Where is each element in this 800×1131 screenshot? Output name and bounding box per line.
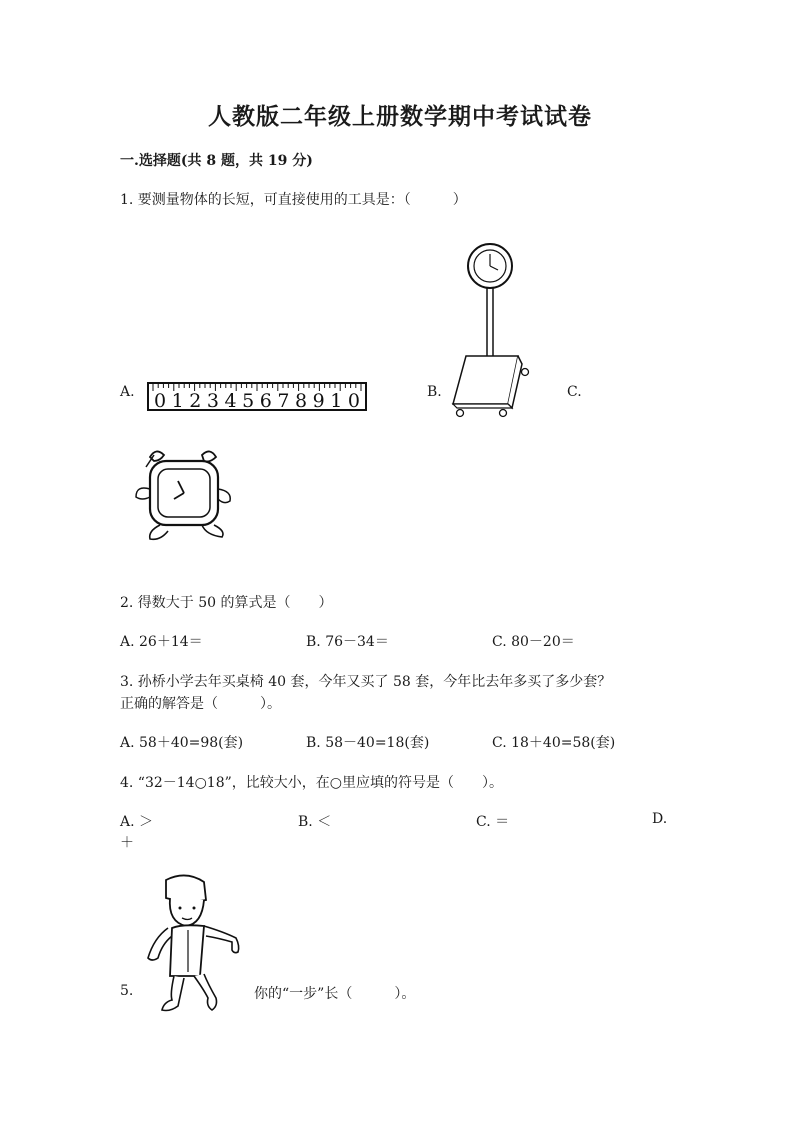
question-1-option-c-label: C. (567, 384, 582, 400)
alarm-clock-image (128, 445, 243, 545)
question-3-option-b: B. 58－40=18(套) (306, 735, 430, 751)
question-5-number: 5. (120, 983, 134, 999)
question-2-option-a: A. 26＋14＝ (120, 634, 203, 650)
question-4-option-d-continued: ＋ (120, 835, 134, 851)
ruler-digits: 012345678910 (154, 390, 360, 412)
question-2-option-c: C. 80－20＝ (492, 634, 575, 650)
question-2-text: 2. 得数大于 50 的算式是（ ） (120, 595, 333, 611)
question-4-text: 4. “32－14○18”，比较大小，在○里应填的符号是（ ）。 (120, 775, 503, 791)
question-1-text: 1. 要测量物体的长短，可直接使用的工具是：（ ） (120, 192, 467, 208)
question-2-option-b: B. 76－34＝ (306, 634, 389, 650)
question-5-text: 你的“一步”长（ ）。 (254, 986, 416, 1002)
question-1-option-b-label: B. (427, 384, 442, 400)
question-3-text-line1: 3. 孙桥小学去年买桌椅 40 套，今年又买了 58 套，今年比去年多买了多少套？ (120, 674, 612, 690)
question-4-option-a: A. ＞ (120, 814, 154, 830)
section-heading: 一.选择题(共 8 题，共 19 分) (120, 153, 313, 169)
page-title: 人教版二年级上册数学期中考试试卷 (208, 103, 592, 130)
question-4-option-c: C. ＝ (476, 814, 510, 830)
question-1-option-a-label: A. (120, 384, 135, 400)
question-4-option-d: D. (652, 811, 668, 827)
walking-child-image (138, 872, 253, 1017)
question-3-option-a: A. 58＋40=98(套) (120, 735, 244, 751)
question-4-option-b: B. ＜ (298, 814, 332, 830)
question-3-option-c: C. 18＋40=58(套) (492, 735, 616, 751)
platform-scale-image (448, 240, 533, 420)
question-3-text-line2: 正确的解答是（ ）。 (120, 696, 281, 712)
ruler-image (147, 382, 367, 412)
